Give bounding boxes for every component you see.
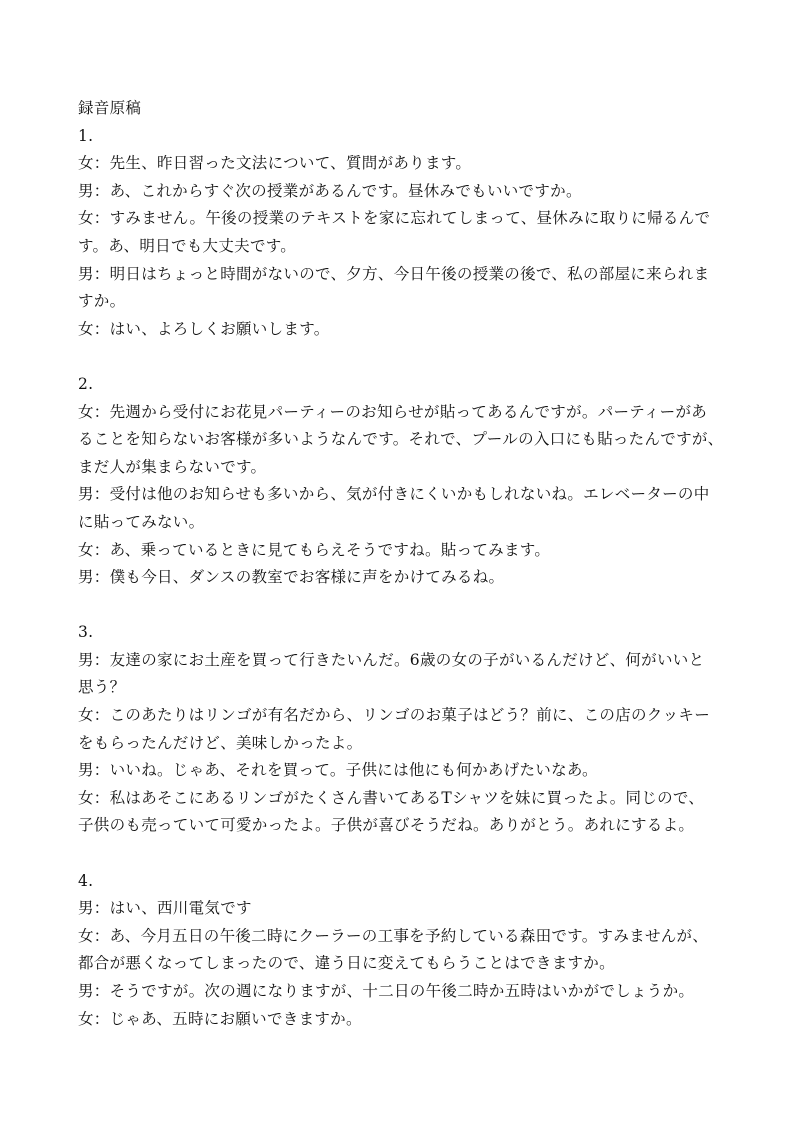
dialogue-line: 男：そうですが。次の週になりますが、十二日の午後二時か五時はいかがでしょうか。 (78, 982, 695, 1000)
dialogue-line: 男：明日はちょっと時間がないので、夕方、今日午後の授業の後で、私の部屋に来られま (78, 264, 710, 283)
dialogue-line: 男：友達の家にお土産を買って行きたいんだ。6歳の女の子がいるんだけど、何がいいと (78, 650, 705, 669)
section-number: 3. (78, 623, 94, 642)
dialogue-line: 男：受付は他のお知らせも多いから、気が付きにくいかもしれないね。エレベーターの中 (78, 485, 710, 504)
dialogue-line: 女：このあたりはリンゴが有名だから、リンゴのお菓子はどう？前に、この店のクッキー (78, 706, 711, 725)
dialogue-line: す。あ、明日でも大丈夫です。 (78, 236, 297, 255)
dialogue-line: 男：僕も今日、ダンスの教室でお客様に声をかけてみるね。 (78, 568, 505, 587)
dialogue-line: 女：私はあそこにあるリンゴがたくさん書いてあるTシャツを妹に買ったよ。同じので、 (78, 788, 705, 807)
dialogue-line: 女：あ、今月五日の午後二時にクーラーの工事を予約している森田です。すみませんが、 (78, 926, 709, 945)
section-number: 4. (78, 871, 94, 890)
dialogue-line: 女：あ、乗っているときに見てもらえそうですね。貼ってみます。 (78, 540, 551, 559)
dialogue-line: 女：先生、昨日習った文法について、質問があります。 (78, 154, 472, 173)
dialogue-line: 男：はい、西川電気です (78, 899, 252, 918)
dialogue-line: 男：あ、これからすぐ次の授業があるんです。昼休みでもいいですか。 (78, 181, 582, 200)
section-spacer (78, 592, 726, 620)
dialogue-line: 思う？ (78, 678, 126, 697)
dialogue-line: をもらったんだけど、美味しかったよ。 (78, 733, 363, 752)
section-3 (78, 619, 726, 840)
section-spacer (78, 343, 726, 371)
dialogue-line: 男：いいね。じゃあ、それを買って。子供には他にも何かあげたいなあ。 (78, 761, 598, 780)
dialogue-line: 女：すみません。午後の授業のテキストを家に忘れてしまって、昼休みに取りに帰るんで (78, 209, 711, 228)
dialogue-line: 女：じゃあ、五時にお願いできますか。 (78, 1009, 362, 1028)
dialogue-line: すか。 (78, 292, 126, 311)
dialogue-line: 子供のも売っていて可愛かったよ。子供が喜びそうだね。ありがとう。あれにするよ。 (78, 816, 695, 835)
dialogue-line: 都合が悪くなってしまったので、違う日に変えてもらうことはできますか。 (78, 954, 615, 973)
dialogue-line: まだ人が集まらないです。 (78, 457, 267, 476)
document-title: 録音原稿 (78, 99, 142, 117)
section-number: 1. (78, 126, 94, 145)
transcript-body (78, 95, 726, 1033)
dialogue-line: に貼ってみない。 (78, 512, 205, 531)
section-spacer (78, 840, 726, 868)
section-4 (78, 868, 726, 1034)
section-1 (78, 123, 726, 344)
section-2 (78, 371, 726, 592)
dialogue-line: 女：はい、よろしくお願いします。 (78, 319, 330, 338)
section-number: 2. (78, 374, 94, 393)
dialogue-line: ることを知らないお客様が多いようなんです。それで、プールの入口にも貼ったんですが、 (78, 430, 724, 449)
dialogue-line: 女：先週から受付にお花見パーティーのお知らせが貼ってあるんですが。パーティーがあ (78, 402, 708, 421)
